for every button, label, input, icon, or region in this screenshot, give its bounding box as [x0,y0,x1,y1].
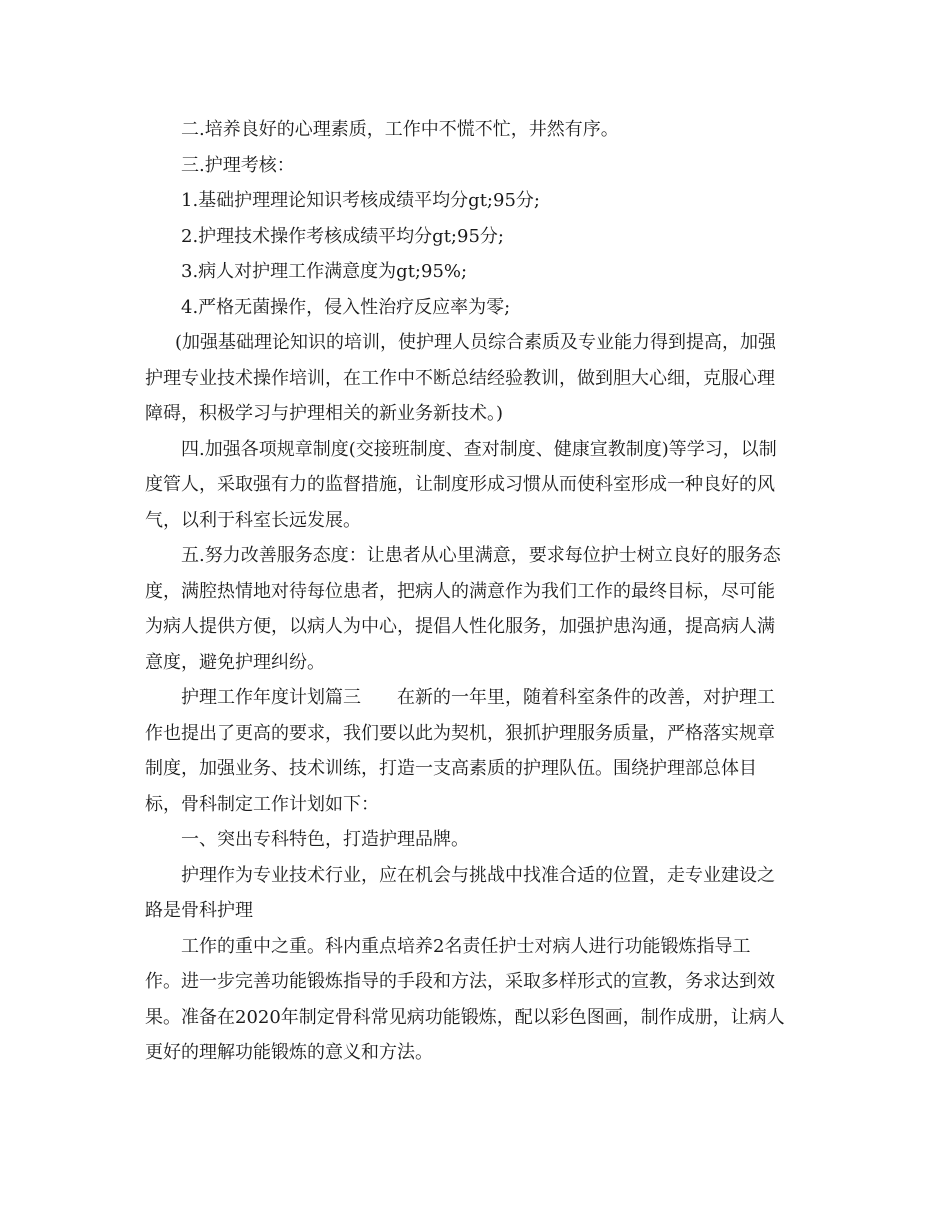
text-line: 路是骨科护理 [145,900,253,921]
text-line: 护理专业技术操作培训，在工作中不断总结经验教训，做到胆大心细，克服心理 [145,367,775,389]
text-line: 工作的重中之重。科内重点培养2名责任护士对病人进行功能锻炼指导工 [181,935,751,957]
text-line: 度管人，采取强有力的监督措施，让制度形成习惯从而使科室形成一种良好的风 [145,474,775,495]
text-line: 护理工作年度计划篇三 在新的一年里，随着科室条件的改善，对护理工 [181,687,775,708]
text-line: 果。准备在2020年制定骨科常见病功能锻炼，配以彩色图画，制作成册，让病人 [145,1006,785,1028]
text-line: 障碍，积极学习与护理相关的新业务新技术。) [145,403,504,424]
text-line: 作也提出了更高的要求，我们要以此为契机，狠抓护理服务质量，严格落实规章 [145,722,775,744]
text-line: 三.护理考核： [181,154,295,176]
text-line: 3.病人对护理工作满意度为gt;95%; [181,261,468,282]
text-line: 4.严格无菌操作，侵入性治疗反应率为零; [181,296,511,318]
document-body [145,112,810,1071]
text-line: 气，以利于科室长远发展。 [145,509,361,531]
text-line: 制度，加强业务、技术训练，打造一支高素质的护理队伍。围绕护理部总体目 [145,758,757,779]
text-line: 1.基础护理理论知识考核成绩平均分gt;95分; [181,190,540,211]
text-line: 标，骨科制定工作计划如下： [145,793,379,815]
text-line: 四.加强各项规章制度(交接班制度、查对制度、健康宣教制度)等学习，以制 [181,438,777,460]
text-line: 二.培养良好的心理素质，工作中不慌不忙，井然有序。 [181,119,619,140]
text-line: 2.护理技术操作考核成绩平均分gt;95分; [181,225,504,247]
text-line: 五.努力改善服务态度：让患者从心里满意，要求每位护士树立良好的服务态 [181,545,781,566]
text-line: 一、突出专科特色，打造护理品牌。 [181,829,469,850]
text-line: 作。进一步完善功能锻炼指导的手段和方法，采取多样形式的宣教，务求达到效 [145,971,775,992]
text-line: 度，满腔热情地对待每位患者，把病人的满意作为我们工作的最终目标，尽可能 [145,580,775,602]
text-line: 更好的理解功能锻炼的意义和方法。 [145,1042,433,1063]
text-line: (加强基础理论知识的培训，使护理人员综合素质及专业能力得到提高，加强 [175,332,777,353]
text-line: 护理作为专业技术行业，应在机会与挑战中找准合适的位置，走专业建设之 [181,864,775,886]
text-line: 为病人提供方便，以病人为中心，提倡人性化服务，加强护患沟通，提高病人满 [145,616,775,637]
text-line: 意度，避免护理纠纷。 [145,651,325,673]
